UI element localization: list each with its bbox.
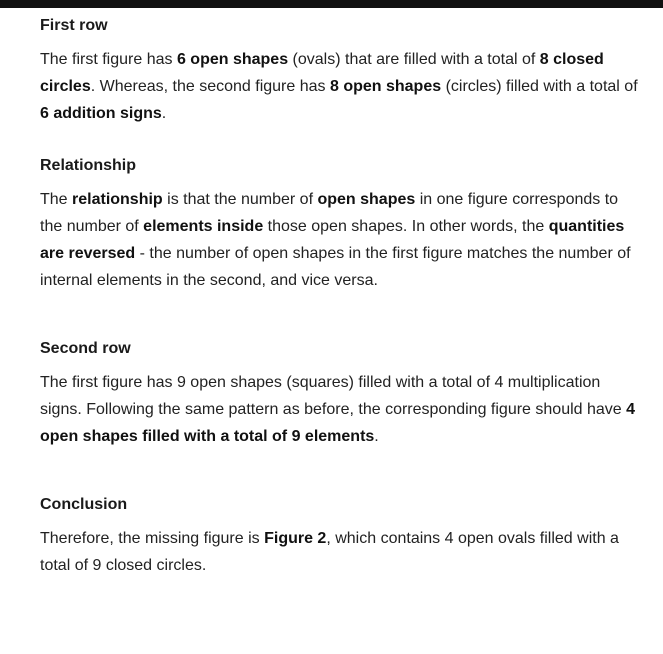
bold-text-segment: relationship — [72, 191, 163, 208]
text-segment: , which contains 4 open ovals filled with a total of 9 closed circles. — [40, 530, 619, 574]
bold-text-segment: 6 open shapes — [176, 51, 289, 68]
text-segment: . — [374, 428, 379, 445]
section-heading: Second row — [40, 340, 131, 357]
text-segment: The first figure has 9 open shapes (squares) filled with a total of 4 multiplication signs. Following the same pattern as before, the corresponding figure should have — [40, 374, 627, 418]
text-segment: is that the number of — [162, 191, 318, 208]
section-heading: First row — [40, 17, 108, 34]
text-segment: (ovals) that are filled with a total of — [288, 51, 540, 68]
text-segment: . Whereas, the second figure has — [90, 78, 330, 95]
bold-text-segment: quantities are reversed — [40, 218, 625, 262]
bold-text-segment: open shapes — [317, 191, 416, 208]
text-segment: those open shapes. In other words, the — [263, 218, 549, 235]
text-segment: The first figure has — [40, 51, 177, 68]
section-first-row — [40, 14, 640, 127]
section-heading: Conclusion — [40, 496, 128, 513]
section-relationship — [40, 154, 640, 294]
section-paragraph — [40, 186, 640, 294]
article-body — [40, 14, 640, 579]
bold-text-segment: elements inside — [143, 218, 264, 235]
section-second-row — [40, 337, 640, 450]
text-segment: . — [161, 105, 167, 122]
section-paragraph — [40, 369, 640, 450]
section-heading: Relationship — [40, 157, 137, 174]
bold-text-segment: 4 open shapes filled with a total of 9 elements — [40, 401, 636, 445]
section-paragraph — [40, 46, 640, 127]
section-paragraph — [40, 525, 640, 579]
bold-text-segment: Figure 2 — [264, 530, 327, 547]
text-segment: The — [40, 191, 73, 208]
bold-text-segment: 8 closed circles — [40, 51, 604, 95]
text-segment: (circles) filled with a total of — [441, 78, 638, 95]
bold-text-segment: 6 addition signs — [40, 105, 162, 122]
top-bar — [0, 0, 663, 8]
section-conclusion — [40, 493, 640, 579]
text-segment: in one figure corresponds to the number of — [40, 191, 619, 235]
bold-text-segment: 8 open shapes — [329, 78, 442, 95]
text-segment: Therefore, the missing figure is — [40, 530, 265, 547]
text-segment: - the number of open shapes in the first figure matches the number of internal elements in the second, and vice versa. — [40, 245, 631, 289]
